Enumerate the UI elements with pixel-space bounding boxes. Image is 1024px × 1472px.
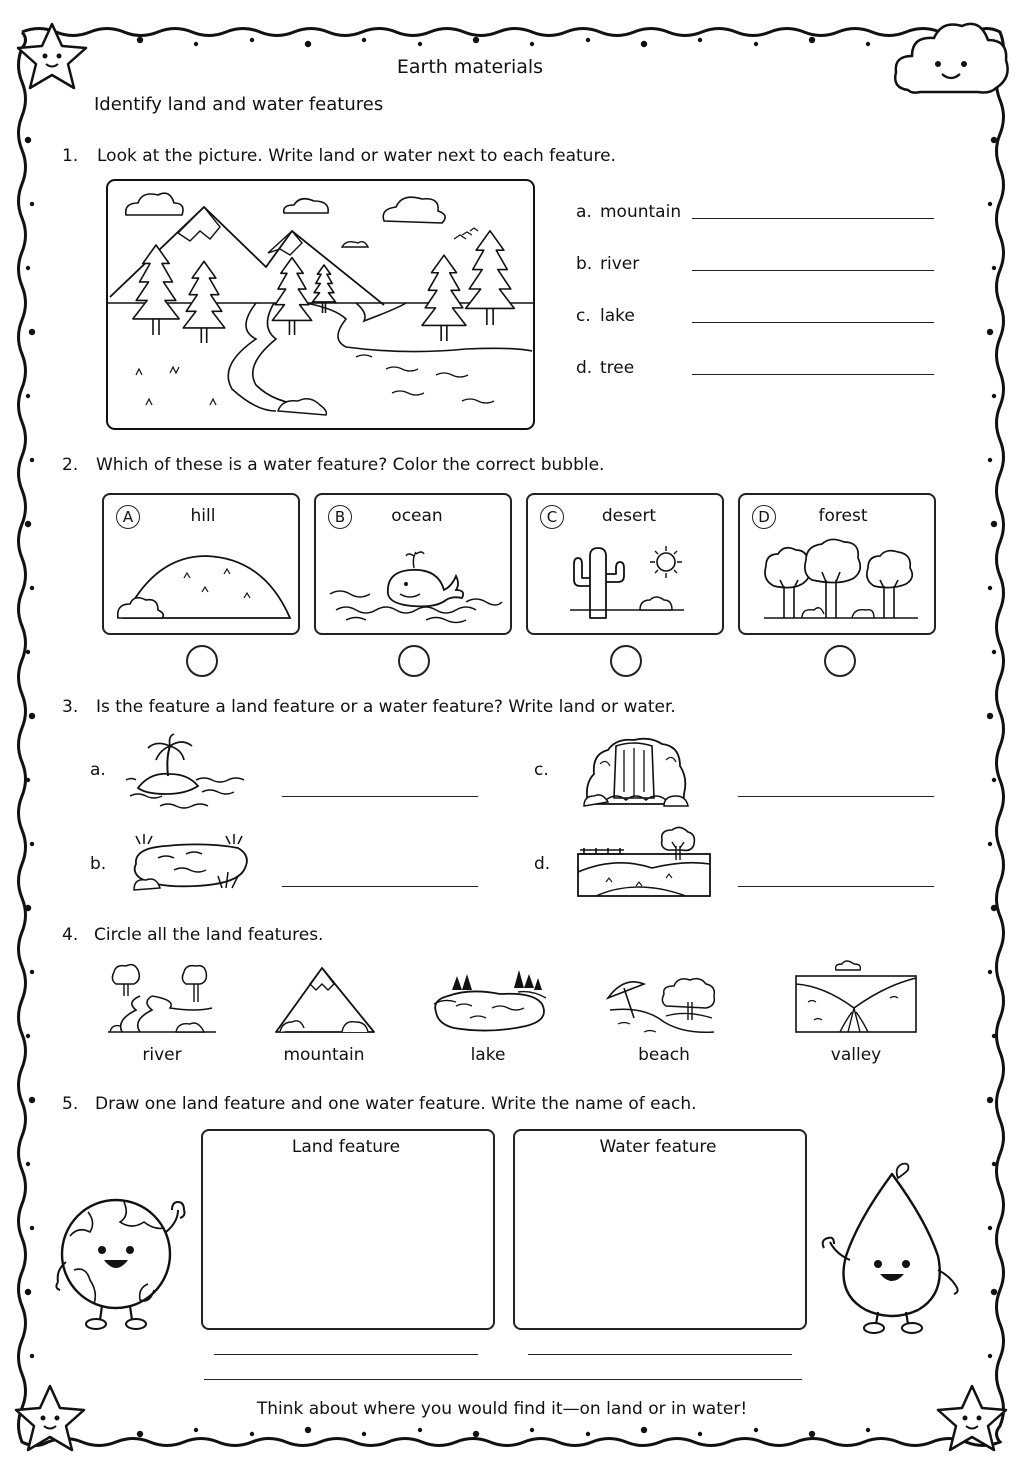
border-dot	[29, 329, 35, 335]
answer-line[interactable]	[738, 796, 934, 797]
footer-tip: Think about where you would find it—on land or in water!	[256, 1399, 748, 1419]
border-dot	[305, 1427, 311, 1433]
border-dot	[137, 1431, 143, 1437]
border-dot	[30, 202, 34, 206]
border-dot	[26, 1162, 30, 1166]
border-dot	[641, 41, 647, 47]
border-dot	[25, 521, 31, 527]
answer-line[interactable]	[692, 374, 934, 375]
border-dot	[988, 202, 992, 206]
water-drop-mascot-icon	[818, 1160, 966, 1336]
border-dot	[25, 1289, 31, 1295]
item-letter: a.	[90, 760, 106, 780]
item-label-lake: lake	[600, 306, 635, 326]
question-number: 3.	[62, 697, 79, 717]
answer-bubble-d[interactable]	[824, 645, 856, 677]
river-icon[interactable]	[106, 962, 218, 1036]
item-letter: d.	[576, 358, 593, 378]
option-label: desert	[601, 506, 657, 526]
question-number: 4.	[62, 925, 79, 945]
border-dot	[991, 905, 997, 911]
border-dot	[754, 42, 758, 46]
border-dot	[25, 137, 31, 143]
answer-line[interactable]	[692, 322, 934, 323]
option-letter: D	[752, 505, 776, 529]
question-number: 5.	[62, 1094, 79, 1114]
border-dot	[418, 42, 422, 46]
option-letter: B	[328, 505, 352, 529]
border-dot	[992, 1034, 996, 1038]
border-dot	[418, 1428, 422, 1432]
border-dot	[29, 713, 35, 719]
border-dot	[988, 970, 992, 974]
border-dot	[250, 1432, 254, 1436]
item-label: mountain	[283, 1045, 365, 1065]
question-prompt: Which of these is a water feature? Color the correct bubble.	[96, 455, 605, 475]
landscape-scene	[106, 179, 536, 431]
border-dot	[809, 37, 815, 43]
hill-icon	[114, 548, 290, 622]
item-label: river	[142, 1045, 182, 1065]
question-number: 1.	[62, 146, 79, 166]
border-dot	[992, 266, 996, 270]
border-dot	[991, 137, 997, 143]
item-label-river: river	[600, 254, 640, 274]
item-label: lake	[470, 1045, 506, 1065]
item-label: beach	[638, 1045, 690, 1065]
item-label: valley	[830, 1045, 882, 1065]
border-dot	[754, 1428, 758, 1432]
border-dot	[30, 842, 34, 846]
land-drawing-box[interactable]	[201, 1129, 495, 1330]
earth-mascot-icon	[54, 1192, 200, 1332]
border-dot	[586, 1432, 590, 1436]
border-dot	[194, 1428, 198, 1432]
border-dot	[586, 38, 590, 42]
border-dot	[26, 1034, 30, 1038]
item-letter: c.	[534, 760, 549, 780]
answer-line[interactable]	[738, 886, 934, 887]
option-label: hill	[190, 506, 216, 526]
question-prompt: Is the feature a land feature or a water feature? Write land or water.	[96, 697, 676, 717]
border-dot	[988, 1226, 992, 1230]
border-dot	[530, 42, 534, 46]
question-prompt: Circle all the land features.	[94, 925, 324, 945]
option-letter: C	[540, 505, 564, 529]
border-dot	[988, 842, 992, 846]
border-dot	[866, 42, 870, 46]
border-dot	[698, 38, 702, 42]
border-dot	[530, 1428, 534, 1432]
option-label: forest	[818, 506, 868, 526]
border-dot	[987, 1097, 993, 1103]
name-line-water[interactable]	[528, 1354, 792, 1355]
answer-line[interactable]	[282, 796, 478, 797]
border-dot	[137, 37, 143, 43]
answer-bubble-b[interactable]	[398, 645, 430, 677]
cactus-sun-icon	[546, 540, 706, 620]
border-dot	[988, 586, 992, 590]
answer-line[interactable]	[282, 886, 478, 887]
border-dot	[992, 778, 996, 782]
answer-line[interactable]	[692, 270, 934, 271]
border-dot	[991, 521, 997, 527]
waterfall-icon	[580, 734, 692, 810]
border-dot	[30, 1354, 34, 1358]
border-dot	[987, 713, 993, 719]
island-icon	[126, 736, 252, 810]
star-icon	[10, 1380, 90, 1460]
border-dot	[26, 266, 30, 270]
border-dot	[641, 1427, 647, 1433]
border-dot	[992, 394, 996, 398]
border-dot	[194, 42, 198, 46]
water-box-label: Water feature	[599, 1137, 717, 1157]
border-dot	[26, 650, 30, 654]
border-dot	[473, 1431, 479, 1437]
border-dot	[987, 329, 993, 335]
item-letter: a.	[576, 202, 592, 222]
border-dot	[25, 905, 31, 911]
border-dot	[30, 586, 34, 590]
land-box-label: Land feature	[291, 1137, 401, 1157]
page-subtitle: Identify land and water features	[94, 94, 384, 115]
item-letter: b.	[90, 854, 107, 874]
border-dot	[29, 1097, 35, 1103]
border-dot	[991, 1289, 997, 1295]
border-dot	[30, 1226, 34, 1230]
border-dot	[992, 1162, 996, 1166]
border-dot	[866, 1428, 870, 1432]
question-prompt: Look at the picture. Write land or water next to each feature.	[97, 146, 616, 166]
beach-icon[interactable]	[604, 962, 724, 1036]
item-letter: d.	[534, 854, 551, 874]
border-dot	[305, 41, 311, 47]
answer-bubble-a[interactable]	[186, 645, 218, 677]
border-dot	[26, 778, 30, 782]
answer-line[interactable]	[692, 218, 934, 219]
name-line-land[interactable]	[214, 1354, 478, 1355]
trees-icon	[762, 536, 920, 620]
item-label-tree: tree	[600, 358, 635, 378]
lake-icon[interactable]	[430, 962, 550, 1036]
option-label: ocean	[391, 506, 443, 526]
question-prompt: Draw one land feature and one water feature. Write the name of each.	[95, 1094, 697, 1114]
question-number: 2.	[62, 455, 79, 475]
border-dot	[698, 1432, 702, 1436]
valley-icon[interactable]	[794, 962, 918, 1036]
hill-fence-icon	[576, 828, 712, 898]
item-label-mountain: mountain	[600, 202, 682, 222]
page-title: Earth materials	[396, 56, 544, 78]
border-dot	[30, 458, 34, 462]
border-dot	[988, 458, 992, 462]
mountain-icon[interactable]	[274, 962, 376, 1036]
pond-icon	[126, 834, 254, 896]
border-dot	[30, 970, 34, 974]
answer-bubble-c[interactable]	[610, 645, 642, 677]
border-dot	[362, 38, 366, 42]
item-letter: c.	[576, 306, 591, 326]
item-letter: b.	[576, 254, 593, 274]
option-letter: A	[116, 505, 140, 529]
water-drawing-box[interactable]	[513, 1129, 807, 1330]
border-dot	[992, 650, 996, 654]
border-dot	[473, 37, 479, 43]
border-dot	[26, 394, 30, 398]
star-icon	[932, 1380, 1012, 1460]
border-dot	[362, 1432, 366, 1436]
border-dot	[988, 1354, 992, 1358]
border-dot	[809, 1431, 815, 1437]
whale-ocean-icon	[326, 542, 502, 624]
border-dot	[250, 38, 254, 42]
divider	[204, 1379, 802, 1380]
